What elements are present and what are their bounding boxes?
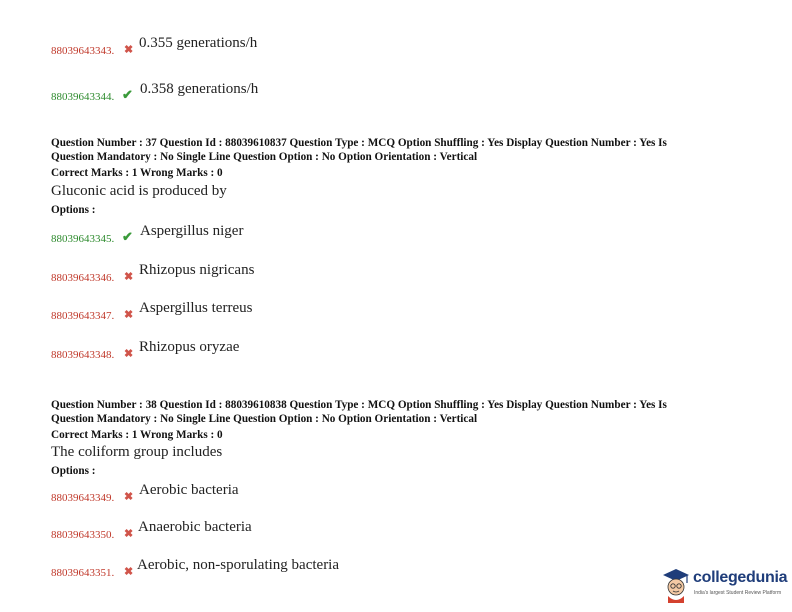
option-text: Rhizopus nigricans [139,262,255,278]
wrong-mark-icon: ✖ [124,44,134,56]
question-marks: Correct Marks : 1 Wrong Marks : 0 [51,429,223,441]
wrong-mark-icon: ✖ [124,528,134,540]
wrong-mark-icon: ✖ [124,491,134,503]
option-id: 88039643343. [51,45,115,57]
wrong-mark-icon: ✖ [124,271,134,283]
option-id: 88039643346. [51,272,115,284]
question-meta-line: Question Mandatory : No Single Line Question Option : No Option Orientation : Vertical [51,413,478,425]
wrong-mark-icon: ✖ [124,566,134,578]
option-text: Aerobic bacteria [139,482,239,498]
question-meta-line: Question Mandatory : No Single Line Question Option : No Option Orientation : Vertical [51,151,478,163]
brand-name: collegedunia [693,569,788,586]
question-marks: Correct Marks : 1 Wrong Marks : 0 [51,167,223,179]
wrong-mark-icon: ✖ [124,309,134,321]
option-text: Aerobic, non-sporulating bacteria [137,557,340,573]
option-text: Anaerobic bacteria [138,519,252,535]
correct-check-icon: ✔ [122,87,133,102]
correct-check-icon: ✔ [122,229,133,244]
brand-tagline: India's largest Student Review Platform [694,590,782,596]
option-text: Aspergillus terreus [139,300,253,316]
option-id: 88039643351. [51,567,115,579]
option-id: 88039643347. [51,310,115,322]
question-header [51,398,751,426]
options-label: Options : [51,204,96,216]
wrong-mark-icon: ✖ [124,348,134,360]
option-text: Rhizopus oryzae [139,339,240,355]
option-id: 88039643345. [51,233,115,245]
option-id: 88039643348. [51,349,115,361]
graduate-mascot-icon [660,566,692,604]
option-id: 88039643344. [51,91,115,103]
question-header [51,136,751,164]
options-label: Options : [51,465,96,477]
option-text: 0.355 generations/h [139,35,258,51]
question-meta-line: Question Number : 38 Question Id : 88039610838 Question Type : MCQ Option Shuffling : Yes Display Question Number : Yes Is [51,399,667,411]
option-text: Aspergillus niger [140,223,244,239]
option-id: 88039643350. [51,529,115,541]
question-text: The coliform group includes [51,444,223,460]
option-id: 88039643349. [51,492,115,504]
question-meta-line: Question Number : 37 Question Id : 88039610837 Question Type : MCQ Option Shuffling : Yes Display Question Number : Yes Is [51,137,667,149]
question-text: Gluconic acid is produced by [51,183,227,199]
option-text: 0.358 generations/h [140,81,259,97]
collegedunia-logo [660,566,786,606]
